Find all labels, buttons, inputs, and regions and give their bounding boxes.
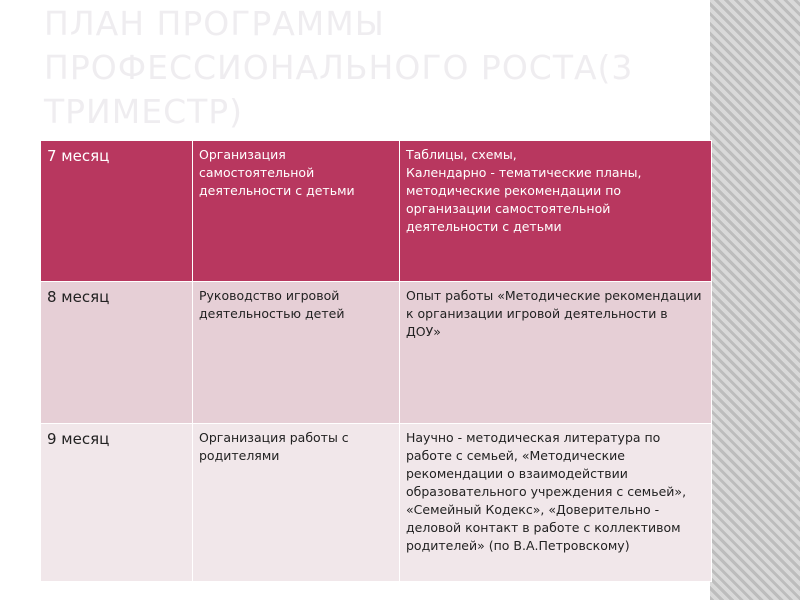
table-row <box>41 282 712 424</box>
materials-cell: Опыт работы «Методические рекомендации к организации игровой деятельности в ДОУ» <box>400 282 712 424</box>
activity-cell: Руководство игровой деятельностью детей <box>193 282 400 424</box>
month-cell: 8 месяц <box>41 282 193 424</box>
table-row <box>41 424 712 582</box>
plan-table <box>40 140 712 582</box>
decorative-stripe <box>710 0 800 600</box>
slide-title: ПЛАН ПРОГРАММЫ ПРОФЕССИОНАЛЬНОГО РОСТА(3 ТРИМЕСТР) <box>44 4 634 131</box>
materials-cell: Научно - методическая литература по работе с семьей, «Методические рекомендации о взаимодействии образовательного учреждения с семьей», «Семейный Кодекс», «Доверительно - деловой контакт в работе с коллективом родителей» (по В.А.Петровскому) <box>400 424 712 582</box>
materials-cell: Таблицы, схемы, Календарно - тематические планы, методические рекомендации по организации самостоятельной деятельности с детьми <box>400 141 712 282</box>
month-cell: 7 месяц <box>41 141 193 282</box>
table-row <box>41 141 712 282</box>
activity-cell: Организация самостоятельной деятельности с детьми <box>193 141 400 282</box>
month-cell: 9 месяц <box>41 424 193 582</box>
activity-cell: Организация работы с родителями <box>193 424 400 582</box>
